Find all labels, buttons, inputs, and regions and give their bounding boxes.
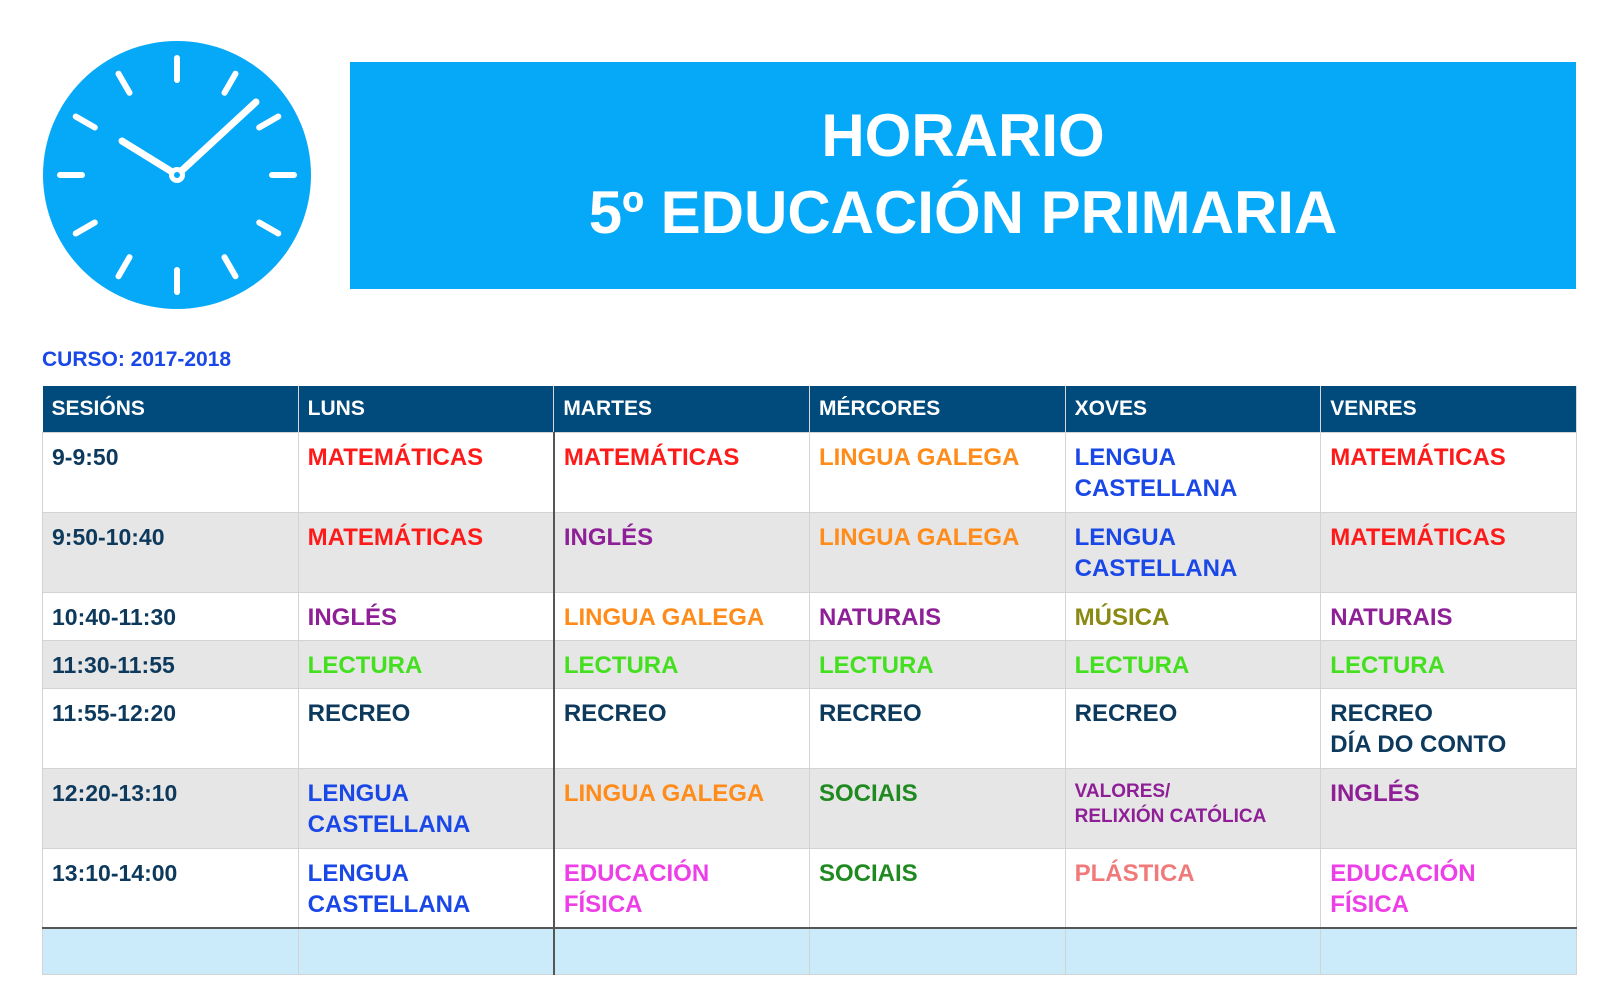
subject-label: CASTELLANA (1074, 474, 1238, 502)
subject-label: MATEMÁTICAS (1330, 443, 1506, 471)
table-row (43, 688, 1577, 768)
subject-label: RELIXIÓN CATÓLICA (1074, 805, 1267, 827)
empty-cell (298, 928, 554, 974)
subject-label: LINGUA GALEGA (818, 443, 1020, 471)
subject-cell (809, 768, 1065, 848)
subject-cell (1065, 592, 1321, 640)
subject-label: RECREO (1074, 699, 1178, 727)
subject-cell (1065, 688, 1321, 768)
subject-cell (554, 432, 810, 512)
subject-label: FÍSICA (563, 890, 643, 918)
session-time: 9:50-10:40 (43, 512, 299, 592)
subject-label: MATEMÁTICAS (563, 443, 740, 471)
subject-label: LENGUA (307, 779, 409, 807)
empty-cell (1065, 928, 1321, 974)
subject-label: DÍA DO CONTO (1330, 730, 1507, 758)
subject-cell (1065, 640, 1321, 688)
subject-cell (809, 432, 1065, 512)
session-time: 13:10-14:00 (43, 848, 299, 928)
session-time: 12:20-13:10 (43, 768, 299, 848)
subject-cell (1321, 688, 1577, 768)
table-row (43, 848, 1577, 928)
subject-label: MÚSICA (1074, 603, 1170, 631)
subject-label: CASTELLANA (307, 890, 471, 918)
subject-cell (298, 592, 554, 640)
subject-cell (554, 688, 810, 768)
empty-cell (554, 928, 810, 974)
column-header-day-1: LUNS (298, 386, 554, 432)
subject-label: INGLÉS (1330, 779, 1420, 807)
table-row (43, 640, 1577, 688)
subject-label: MATEMÁTICAS (307, 523, 484, 551)
subject-cell (809, 640, 1065, 688)
subject-label: LENGUA (1074, 523, 1176, 551)
subject-label: LINGUA GALEGA (563, 603, 765, 631)
subject-label: RECREO (307, 699, 411, 727)
session-time: 11:55-12:20 (43, 688, 299, 768)
subject-label: CASTELLANA (307, 810, 471, 838)
subject-cell (298, 512, 554, 592)
subject-label: VALORES/ (1074, 780, 1171, 802)
subject-label: LINGUA GALEGA (818, 523, 1020, 551)
subject-label: MATEMÁTICAS (307, 443, 484, 471)
subject-label: FÍSICA (1330, 890, 1409, 918)
subject-label: RECREO (563, 699, 667, 727)
table-row (43, 592, 1577, 640)
schedule-body (43, 432, 1577, 974)
session-time: 9-9:50 (43, 432, 299, 512)
subject-label: LECTURA (307, 651, 423, 679)
table-row (43, 768, 1577, 848)
page-subtitle: 5º EDUCACIÓN PRIMARIA (588, 178, 1338, 246)
subject-label: LENGUA (307, 859, 409, 887)
subject-cell (1065, 432, 1321, 512)
subject-label: INGLÉS (563, 523, 654, 551)
subject-label: NATURAIS (1330, 603, 1453, 631)
subject-label: SOCIAIS (818, 859, 918, 887)
subject-cell (1321, 768, 1577, 848)
subject-cell (809, 512, 1065, 592)
subject-cell (298, 640, 554, 688)
subject-cell (1321, 592, 1577, 640)
subject-cell (298, 688, 554, 768)
subject-label: RECREO (1330, 699, 1433, 727)
subject-label: LECTURA (1074, 651, 1190, 679)
subject-label: EDUCACIÓN (563, 859, 710, 887)
clock-icon (42, 40, 312, 310)
subject-cell (554, 640, 810, 688)
title-banner (350, 62, 1576, 289)
subject-label: RECREO (818, 699, 922, 727)
subject-label: LINGUA GALEGA (563, 779, 765, 807)
subject-cell (1321, 848, 1577, 928)
subject-cell (554, 848, 810, 928)
subject-cell (809, 688, 1065, 768)
subject-cell (1321, 640, 1577, 688)
subject-label: CASTELLANA (1074, 554, 1238, 582)
empty-cell (43, 928, 299, 974)
subject-cell (809, 592, 1065, 640)
subject-label: LENGUA (1074, 443, 1176, 471)
page-title: HORARIO (821, 101, 1105, 169)
empty-cell (1321, 928, 1577, 974)
subject-cell (1065, 848, 1321, 928)
subject-cell (298, 848, 554, 928)
subject-label: LECTURA (1330, 651, 1445, 679)
subject-label: SOCIAIS (818, 779, 918, 807)
column-header-day-4: XOVES (1065, 386, 1321, 432)
column-header-sesions: SESIÓNS (43, 386, 299, 432)
session-time: 11:30-11:55 (43, 640, 299, 688)
empty-footer-row (43, 928, 1577, 974)
session-time: 10:40-11:30 (43, 592, 299, 640)
subject-cell (809, 848, 1065, 928)
subject-label: PLÁSTICA (1074, 859, 1195, 887)
subject-cell (1321, 432, 1577, 512)
subject-cell (554, 768, 810, 848)
subject-cell (298, 432, 554, 512)
subject-label: LECTURA (818, 651, 934, 679)
column-header-day-5: VENRES (1321, 386, 1577, 432)
subject-label: MATEMÁTICAS (1330, 523, 1506, 551)
table-row (43, 432, 1577, 512)
subject-cell (1065, 768, 1321, 848)
table-row (43, 512, 1577, 592)
empty-cell (809, 928, 1065, 974)
subject-label: EDUCACIÓN (1330, 859, 1476, 887)
subject-label: LECTURA (563, 651, 679, 679)
course-year-label: CURSO: 2017-2018 (42, 348, 232, 371)
subject-cell (554, 512, 810, 592)
subject-label: NATURAIS (818, 603, 942, 631)
subject-cell (1065, 512, 1321, 592)
schedule-header-row (43, 386, 1577, 432)
schedule-table (42, 386, 1577, 975)
column-header-day-2: MARTES (554, 386, 810, 432)
subject-label: INGLÉS (307, 603, 397, 631)
subject-cell (1321, 512, 1577, 592)
column-header-day-3: MÉRCORES (809, 386, 1065, 432)
subject-cell (554, 592, 810, 640)
subject-cell (298, 768, 554, 848)
